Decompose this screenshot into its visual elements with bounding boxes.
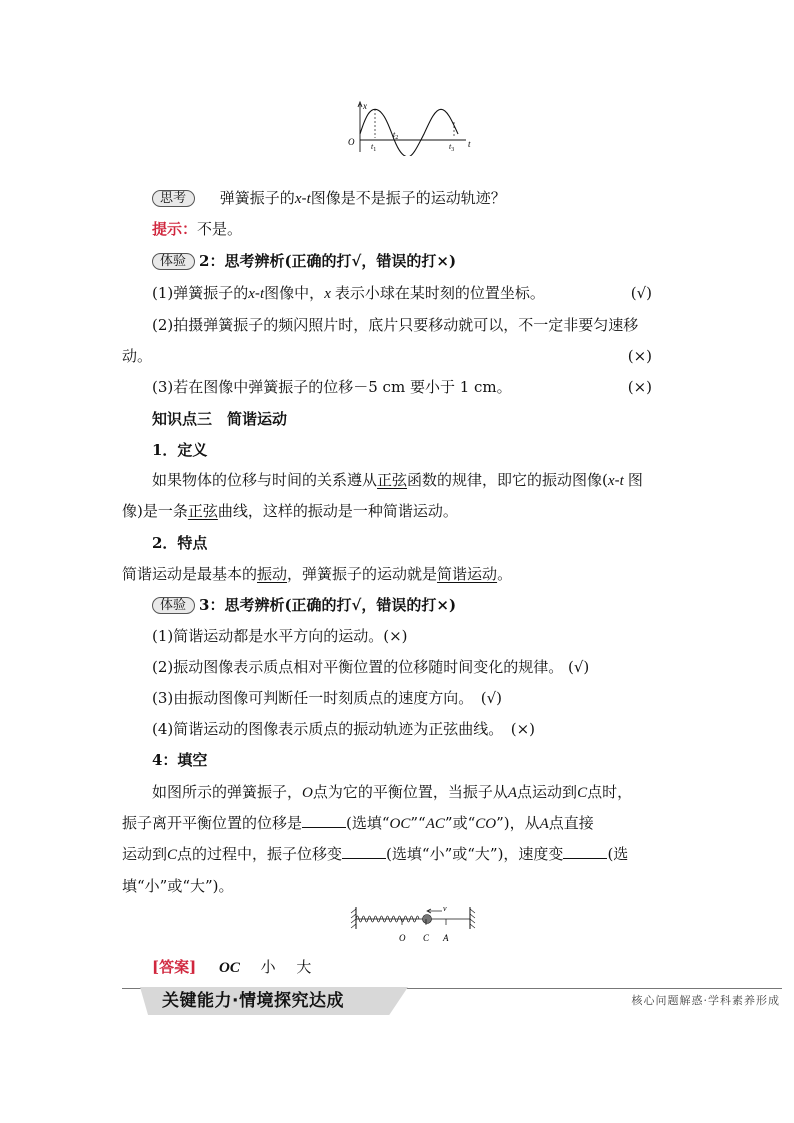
fill-l3-C: C <box>167 847 178 863</box>
spring-oscillator-figure <box>348 903 478 947</box>
think-q-var: x <box>294 191 302 207</box>
fill-l2-AC: AC <box>425 816 445 832</box>
exp2-item3-text: (3)若在图像中弹簧振子的位移－5 cm 要小于 1 cm。 <box>152 378 512 396</box>
velocity-label: v <box>443 904 447 913</box>
t1-sub: 1 <box>373 147 377 153</box>
fill-l2-A: A <box>539 816 549 832</box>
exp3-tag: 体验 <box>152 597 195 614</box>
section-banner-title: 关键能力·情境探究达成 <box>162 991 344 1011</box>
fill-l2-c: ”“ <box>410 814 426 832</box>
fill-heading: 4：填空 <box>152 751 208 769</box>
exp2-title-text: 2：思考辨析(正确的打√，错误的打×) <box>199 252 457 270</box>
think-q-dash: - <box>301 189 307 207</box>
t2-sub: 2 <box>395 135 399 141</box>
exp2-item1-c: 表示小球在某时刻的位置坐标。 <box>334 284 545 302</box>
hint-text: 不是。 <box>197 220 243 238</box>
point-A-label: A <box>443 933 449 943</box>
def-line1-b: 函数的规律，即它的振动图像( <box>407 471 608 489</box>
fill-blank-1[interactable] <box>302 813 346 828</box>
feat-underline-1: 振动 <box>257 565 288 583</box>
velocity-arrow <box>427 909 442 913</box>
exp2-item3 <box>152 377 652 397</box>
answer-label: [答案] <box>152 958 197 976</box>
feat-heading: 2．特点 <box>152 534 208 552</box>
exp2-item1-var2: t <box>260 286 265 302</box>
exp2-title <box>152 251 456 271</box>
fill-blank-3[interactable] <box>563 844 607 859</box>
exp2-item1-dash: - <box>254 284 260 302</box>
def-line2 <box>122 501 458 521</box>
svg-text:t1 <box>371 142 376 153</box>
def-line2-underline: 正弦 <box>187 502 218 520</box>
fill-l3-b: 点的过程中，振子位移变 <box>177 845 343 863</box>
def-line2-a: 像)是一条 <box>122 502 188 520</box>
fill-l2-CO: CO <box>475 816 497 832</box>
oscillator-ball <box>423 915 432 924</box>
fill-l2-e: ”)，从 <box>496 814 540 832</box>
exp2-item2: (2)拍摄弹簧振子的频闪照片时，底片只要移动就可以，不一定非要匀速移 <box>152 316 639 334</box>
feat-line <box>122 564 512 584</box>
exp2-item2-mark: (×) <box>627 347 652 365</box>
fill-l2-f: 点直接 <box>548 814 594 832</box>
think-q-var2: t <box>306 191 311 207</box>
t2-label: t <box>393 130 396 139</box>
answer-value-3: 大 <box>296 958 312 976</box>
exp2-item1-var3: x <box>324 286 331 302</box>
exp2-item1-var: x <box>248 286 255 302</box>
answer-line <box>152 957 311 978</box>
fill-l1-a: 如图所示的弹簧振子， <box>152 783 303 801</box>
svg-text:t3 <box>449 142 454 153</box>
answer-value-1: OC <box>218 960 240 976</box>
feat-underline-2: 简谐运动 <box>437 565 498 583</box>
fill-l2-d: ”或“ <box>444 814 476 832</box>
def-line1-dash: - <box>614 471 620 489</box>
def-line1-var2: t <box>619 473 624 489</box>
exp2-item1-a: (1)弹簧振子的 <box>152 284 249 302</box>
exp2-item1-mark: (√) <box>630 284 652 302</box>
exp2-item2-cont <box>122 346 652 366</box>
feat-a: 简谐运动是最基本的 <box>122 565 258 583</box>
fill-l2-OC: OC <box>389 816 411 832</box>
point-O-label: O <box>399 933 406 943</box>
fill-l1-b: 点为它的平衡位置，当振子从 <box>312 783 508 801</box>
fill-blank-2[interactable] <box>342 844 386 859</box>
def-heading: 1．定义 <box>152 441 208 459</box>
t3-label: t <box>449 142 452 151</box>
fill-line3 <box>122 844 628 865</box>
right-wall <box>470 907 475 929</box>
fill-line1 <box>152 782 632 803</box>
feat-c: 。 <box>497 565 513 583</box>
exp2-item3-mark: (×) <box>627 378 652 396</box>
section3-heading: 知识点三 简谐运动 <box>152 410 288 428</box>
exp3-item2: (2)振动图像表示质点相对平衡位置的位移随时间变化的规律。 (√) <box>152 658 590 676</box>
footer-right-text: 核心问题解惑·学科素养形成 <box>631 994 780 1007</box>
def-line1-c: 图 <box>627 471 643 489</box>
exp3-item4: (4)简谐运动的图像表示质点的振动轨迹为正弦曲线。 (×) <box>152 720 536 738</box>
think-q-pre: 弹簧振子的 <box>219 189 295 207</box>
def-line1 <box>152 470 643 491</box>
exp2-item1 <box>152 283 652 304</box>
exp2-item2-b: 动。 <box>122 347 153 365</box>
hint-label: 提示： <box>152 220 198 238</box>
fill-line4: 填“小”或“大”)。 <box>122 877 234 895</box>
left-wall <box>351 907 356 929</box>
exp3-item3: (3)由振动图像可判断任一时刻质点的速度方向。 (√) <box>152 689 503 707</box>
exp3-title <box>152 595 456 615</box>
think-q-post: 图像是不是振子的运动轨迹？ <box>310 189 506 207</box>
fill-l2-a: 振子离开平衡位置的位移是 <box>122 814 303 832</box>
exp2-tag: 体验 <box>152 253 195 270</box>
exp3-title-text: 3：思考辨析(正确的打√，错误的打×) <box>199 596 457 614</box>
def-line2-b: 曲线，这样的振动是一种简谐运动。 <box>217 502 458 520</box>
origin-label: O <box>348 137 355 147</box>
def-line1-a: 如果物体的位移与时间的关系遵从 <box>152 471 378 489</box>
think-hint <box>152 219 242 239</box>
fill-l3-d: (选 <box>607 845 629 863</box>
feat-b: ，弹簧振子的运动就是 <box>287 565 438 583</box>
axis-x-label: x <box>363 101 367 111</box>
fill-l1-d: 点时， <box>587 783 633 801</box>
fill-l3-c: (选填“小”或“大”)，速度变 <box>386 845 564 863</box>
fill-l3-a: 运动到 <box>122 845 168 863</box>
think-tag: 思考 <box>152 190 195 207</box>
t1-label: t <box>371 142 374 151</box>
fill-l1-O: O <box>302 785 313 801</box>
def-line1-underline: 正弦 <box>377 471 408 489</box>
fill-l1-c: 点运动到 <box>517 783 578 801</box>
exp2-item1-b: 图像中， <box>264 284 325 302</box>
think-question <box>152 188 506 209</box>
x-axis-arrow <box>358 102 362 152</box>
point-C-label: C <box>423 933 430 943</box>
xt-graph <box>340 100 480 156</box>
axis-t-label: t <box>468 139 471 149</box>
t3-sub: 3 <box>451 147 455 153</box>
exp3-item1: (1)简谐运动都是水平方向的运动。(×) <box>152 627 408 645</box>
fill-line2 <box>122 813 594 834</box>
fill-l1-C: C <box>577 785 588 801</box>
answer-value-2: 小 <box>260 958 276 976</box>
def-line1-var: x <box>607 473 615 489</box>
fill-l1-A: A <box>507 785 518 801</box>
fill-l2-b: (选填“ <box>346 814 390 832</box>
